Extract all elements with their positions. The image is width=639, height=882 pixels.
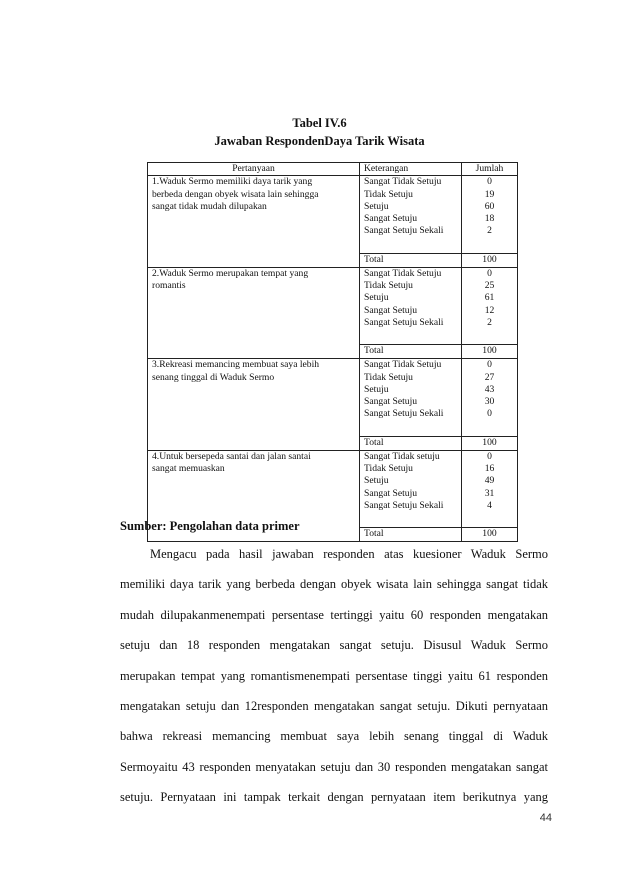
answer-count: 2 [487, 316, 492, 328]
table-row [148, 176, 518, 253]
answer-option: Tidak Setuju [364, 280, 413, 292]
answer-option: Tidak Setuju [364, 371, 413, 383]
header-description: Keterangan [360, 163, 462, 176]
question-cell [148, 359, 360, 450]
question-line: 4.Untuk bersepeda santai dan jalan santai [152, 450, 311, 462]
answer-option: Sangat Tidak setuju [364, 450, 440, 462]
answer-option: Sangat Setuju [364, 304, 418, 316]
table-row [148, 267, 518, 344]
table-header-row [148, 163, 518, 176]
page-number: 44 [539, 812, 552, 824]
question-line: sangat memuaskan [152, 463, 225, 475]
answer-count: 0 [487, 359, 492, 371]
table-row [148, 359, 518, 436]
answer-option: Sangat Setuju [364, 213, 418, 225]
header-question: Pertanyaan [148, 163, 360, 176]
answer-count: 18 [484, 213, 495, 225]
total-value: 100 [462, 436, 518, 450]
question-line: romantis [152, 280, 186, 292]
header-total: Jumlah [462, 163, 518, 176]
paragraph-line: mudah dilupakanmenempati persentase tertinggi yaitu 60 responden mengatakan [120, 607, 548, 622]
table-body [148, 176, 518, 542]
answer-option: Sangat Setuju Sekali [364, 499, 444, 511]
answer-count: 0 [487, 408, 492, 420]
total-label: Total [360, 436, 462, 450]
answer-option: Sangat Setuju Sekali [364, 225, 444, 237]
question-line: sangat tidak mudah dilupakan [152, 200, 267, 212]
answer-option: Sangat Setuju [364, 487, 418, 499]
answer-count: 61 [484, 292, 495, 304]
question-cell [148, 267, 360, 358]
table-title: Jawaban RespondenDaya Tarik Wisata [214, 134, 425, 148]
answer-count: 4 [487, 499, 492, 511]
answer-count: 0 [487, 450, 492, 462]
total-label: Total [360, 253, 462, 267]
answer-option: Setuju [364, 200, 389, 212]
answer-cell [360, 450, 462, 527]
count-cell [462, 176, 518, 253]
question-line: 3.Rekreasi memancing membuat saya lebih [152, 359, 320, 371]
answer-count: 25 [484, 280, 495, 292]
paragraph-line: setuju. Pernyataan ini tampak terkait dengan pernyataan item berikutnya yang [120, 790, 548, 805]
paragraph-line: mengatakan setuju dan 12responden mengatakan sangat setuju. Dikuti pernyataan [120, 698, 548, 713]
answer-option: Tidak Setuju [364, 463, 413, 475]
table-number: Tabel IV.6 [292, 116, 347, 130]
answer-option: Tidak Setuju [364, 188, 413, 200]
answer-count: 0 [487, 267, 492, 279]
question-line: berbeda dengan obyek wisata lain sehingga [152, 188, 319, 200]
answer-option: Setuju [364, 475, 389, 487]
question-line: senang tinggal di Waduk Sermo [152, 371, 275, 383]
answer-cell [360, 176, 462, 253]
answer-option: Sangat Tidak Setuju [364, 176, 442, 188]
paragraph-line: memiliki daya tarik yang berbeda dengan obyek wisata lain sehingga sangat tidak [120, 577, 548, 592]
answer-option: Sangat Setuju [364, 396, 418, 408]
body-paragraph [120, 539, 548, 813]
answer-count: 43 [484, 383, 495, 395]
answer-option: Sangat Setuju Sekali [364, 316, 444, 328]
total-value: 100 [462, 345, 518, 359]
count-cell [462, 267, 518, 344]
answer-count: 19 [484, 188, 495, 200]
paragraph-line: setuju dan 18 responden mengatakan sangat setuju. Disusul Waduk Sermo [120, 638, 548, 653]
total-label: Total [360, 528, 462, 542]
answer-count: 2 [487, 225, 492, 237]
paragraph-line: Mengacu pada hasil jawaban responden atas kuesioner Waduk Sermo [150, 547, 548, 561]
answer-option: Sangat Setuju Sekali [364, 408, 444, 420]
count-cell [462, 359, 518, 436]
answer-cell [360, 267, 462, 344]
answer-count: 31 [484, 487, 495, 499]
total-value: 100 [462, 253, 518, 267]
answer-option: Setuju [364, 383, 389, 395]
table-row [148, 450, 518, 527]
table-source: Sumber: Pengolahan data primer [120, 519, 300, 533]
total-label: Total [360, 345, 462, 359]
answer-count: 60 [484, 200, 495, 212]
answer-option: Sangat Tidak Setuju [364, 267, 442, 279]
answer-option: Setuju [364, 292, 389, 304]
answer-count: 12 [484, 304, 495, 316]
answer-count: 30 [484, 396, 495, 408]
question-line: 1.Waduk Sermo memiliki daya tarik yang [152, 176, 313, 188]
answer-cell [360, 359, 462, 436]
answer-count: 27 [484, 371, 495, 383]
answer-count: 49 [484, 475, 495, 487]
question-line: 2.Waduk Sermo merupakan tempat yang [152, 267, 309, 279]
answer-option: Sangat Tidak Setuju [364, 359, 442, 371]
count-cell [462, 450, 518, 527]
paragraph-line: bahwa rekreasi memancing membuat saya lebih senang tinggal di Waduk [120, 729, 548, 744]
paragraph-line: Sermoyaitu 43 responden menyatakan setuju dan 30 responden mengatakan sangat [120, 759, 548, 774]
answer-count: 0 [487, 176, 492, 188]
total-value: 100 [462, 528, 518, 542]
answer-count: 16 [484, 463, 495, 475]
respondent-table [147, 162, 518, 542]
question-cell [148, 176, 360, 267]
paragraph-line: merupakan tempat yang romantismenempati persentase tinggi yaitu 61 responden [120, 668, 548, 683]
